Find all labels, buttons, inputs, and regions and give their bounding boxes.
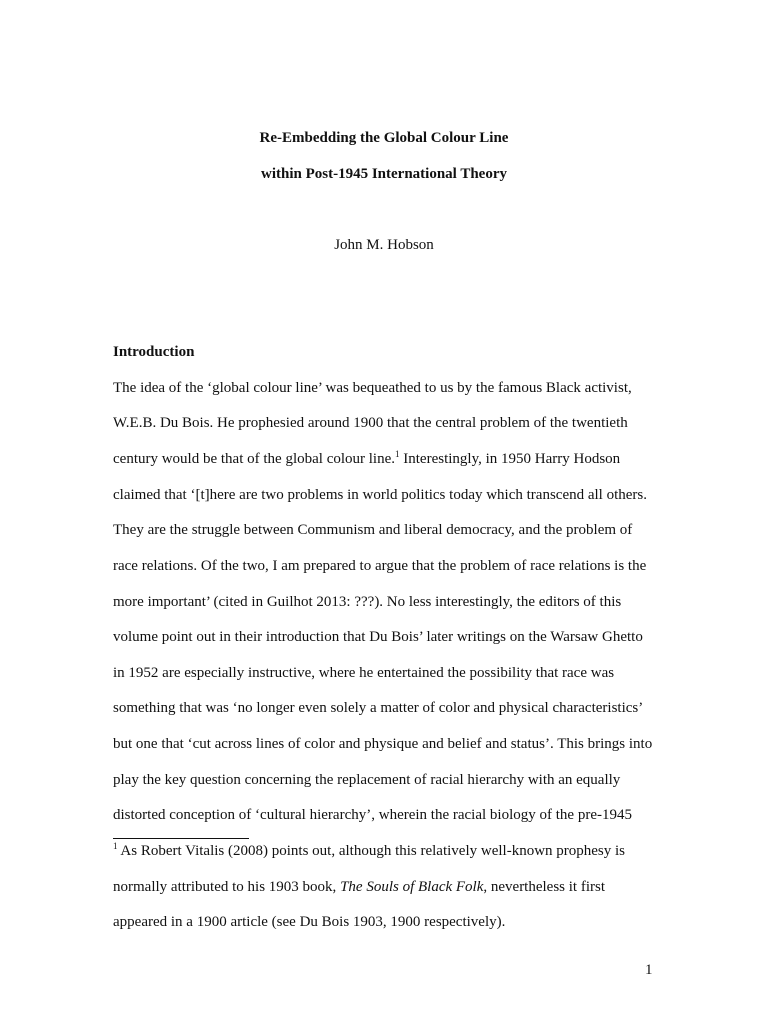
body-text-line (113, 449, 620, 469)
footnote-text-segment: , nevertheless it first (483, 879, 606, 895)
footnote-text-segment: As Robert Vitalis (2008) points out, although this relatively well-known prophesy is (117, 843, 626, 859)
body-text-segment: Interestingly, in 1950 Harry Hodson (399, 451, 621, 467)
footnote-text-segment: normally attributed to his 1903 book, (113, 879, 341, 895)
body-text-line: volume point out in their introduction that Du Bois’ later writings on the Warsaw Ghetto (113, 629, 643, 645)
body-text-line: something that was ‘no longer even solely a matter of color and physical characteristics’ (113, 700, 644, 716)
section-heading-introduction: Introduction (113, 344, 195, 360)
footnote-line (113, 841, 625, 861)
body-text-line: race relations. Of the two, I am prepared to argue that the problem of race relations is the (113, 558, 647, 574)
document-title-line-1: Re-Embedding the Global Colour Line (259, 130, 509, 146)
footnote-line: appeared in a 1900 article (see Du Bois 1903, 1900 respectively). (113, 914, 506, 930)
footnote-separator (113, 838, 249, 839)
body-text-line: claimed that ‘[t]here are two problems in world politics today which transcend all others. (113, 487, 648, 503)
body-text-line: in 1952 are especially instructive, where he entertained the possibility that race was (113, 665, 615, 681)
author-name: John M. Hobson (334, 237, 434, 253)
page-number: 1 (645, 962, 653, 978)
body-text-line: They are the struggle between Communism and liberal democracy, and the problem of (113, 522, 633, 538)
body-text-line: distorted conception of ‘cultural hierarchy’, wherein the racial biology of the pre-1945 (113, 807, 632, 823)
body-text-line: play the key question concerning the replacement of racial hierarchy with an equally (113, 772, 621, 788)
body-text-line: more important’ (cited in Guilhot 2013: ???). No less interestingly, the editors of this (113, 594, 622, 610)
body-text-line: The idea of the ‘global colour line’ was bequeathed to us by the famous Black activist, (113, 380, 632, 396)
book-title-italic: The Souls of Black Folk (340, 879, 484, 895)
footnote-line (113, 877, 605, 897)
body-text-line: W.E.B. Du Bois. He prophesied around 1900 that the central problem of the twentieth (113, 415, 628, 431)
body-text-line: but one that ‘cut across lines of color and physique and belief and status’. This brings into (113, 736, 653, 752)
footnote-marker: 1 (113, 841, 118, 851)
footnote-reference: 1 (395, 449, 400, 459)
document-title-line-2: within Post-1945 International Theory (261, 166, 507, 182)
body-text-segment: century would be that of the global colour line. (113, 451, 396, 467)
